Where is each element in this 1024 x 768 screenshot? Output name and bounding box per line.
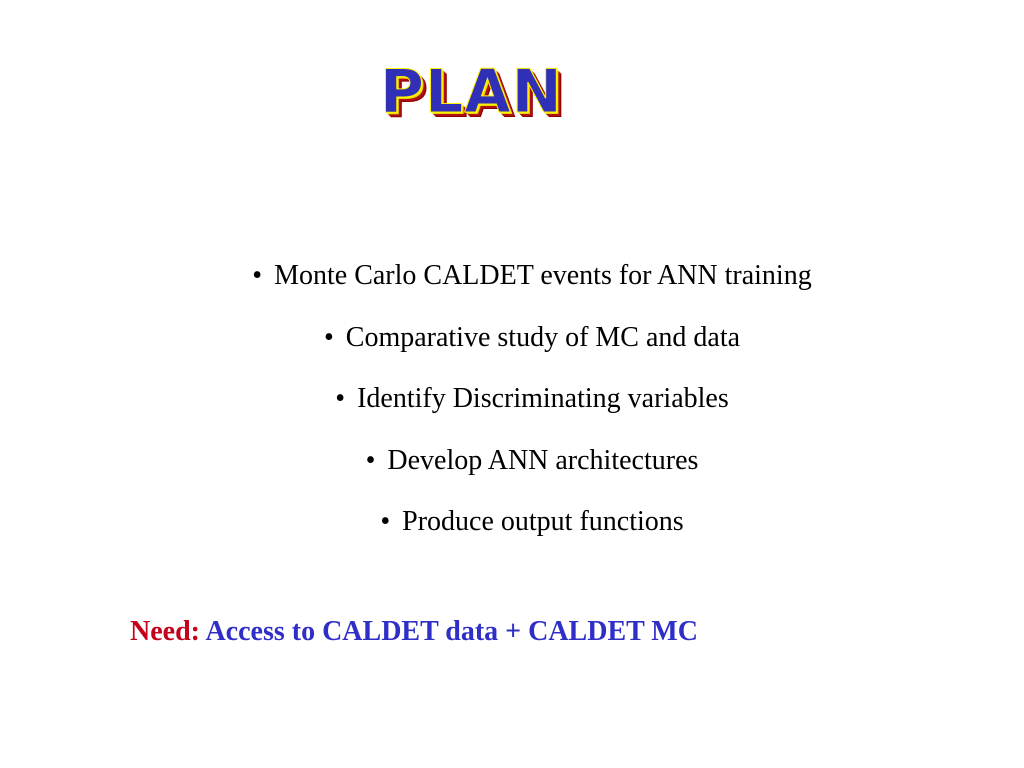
slide-title: PLAN	[380, 57, 563, 127]
bullet-item	[0, 498, 1024, 560]
bullet-text: Comparative study of MC and data	[345, 321, 741, 353]
bullet-dot-icon: •	[252, 260, 263, 291]
bullet-text: Identify Discriminating variables	[357, 383, 729, 414]
bullet-dot-icon: •	[380, 506, 391, 537]
need-label: Need:	[130, 616, 200, 647]
bullet-item	[0, 375, 1024, 437]
bullet-item	[0, 437, 1024, 499]
bullet-text: Produce output functions	[402, 506, 684, 537]
bullet-dot-icon: •	[335, 383, 346, 414]
bullet-text: Develop ANN architectures	[387, 444, 699, 476]
need-text: Access to CALDET data + CALDET MC	[205, 616, 698, 647]
need-statement	[130, 612, 698, 652]
bullet-item	[0, 314, 1024, 376]
bullet-text: Monte Carlo CALDET events for ANN training	[274, 260, 812, 291]
bullet-list	[0, 252, 1024, 560]
bullet-dot-icon: •	[323, 321, 334, 353]
bullet-item	[0, 252, 1024, 314]
bullet-dot-icon: •	[365, 444, 376, 476]
